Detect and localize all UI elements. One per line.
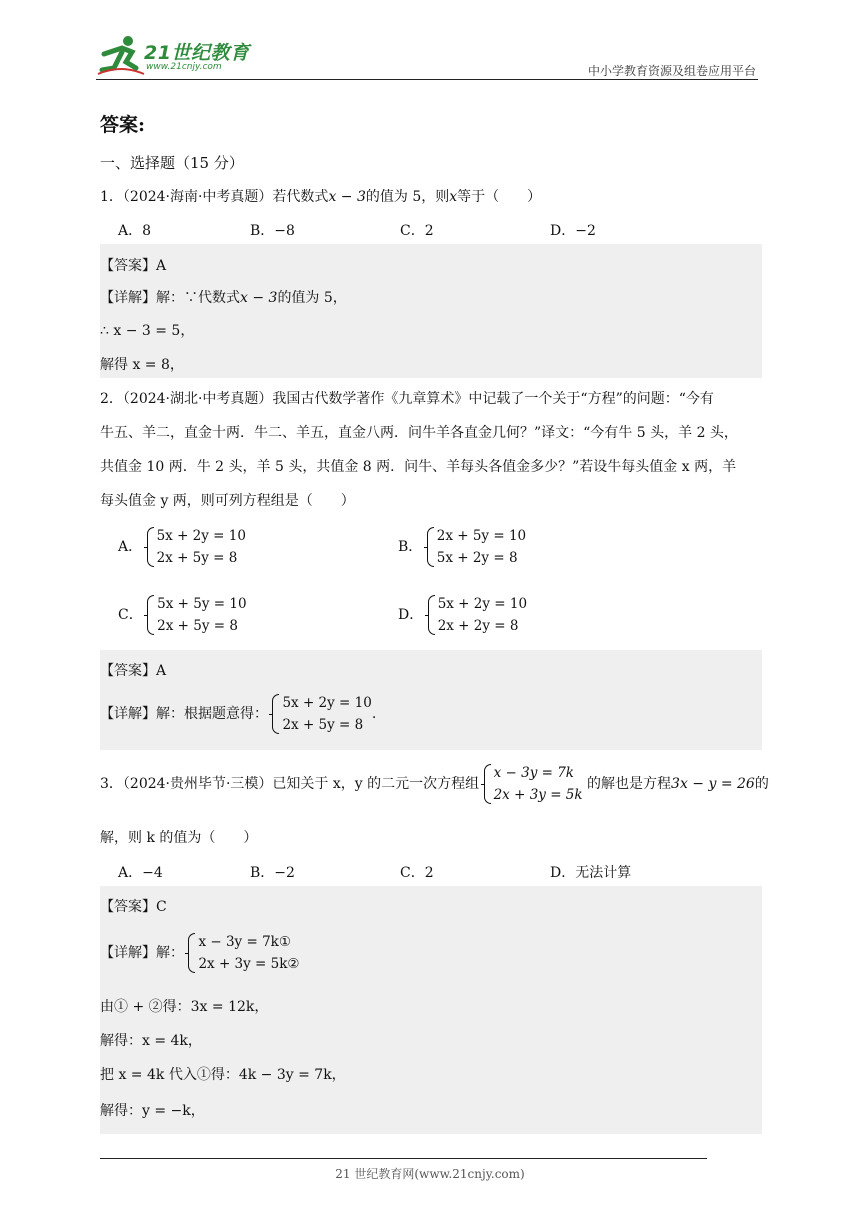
equation: x − 3y = 7k①: [198, 934, 291, 950]
q2-option-d-system: [428, 593, 527, 637]
equation: x − 3y = 7k: [493, 765, 574, 781]
q1-stem-mid: 的值为 5，则: [365, 189, 450, 205]
footer-divider: [100, 1158, 707, 1159]
question-1-stem: [100, 186, 541, 206]
q3-stem-mid: 的解也是方程: [587, 776, 672, 792]
q2-option-b-system: [427, 525, 526, 569]
q3-stem-post: 的: [754, 776, 769, 792]
q2-option-c-label: C．: [118, 607, 143, 623]
q3-stem: [100, 762, 769, 806]
q3-step-2: 解得：x = 4k，: [100, 1033, 202, 1049]
q2-answer-box: [100, 650, 762, 750]
q1-option-b: B．−8: [250, 223, 295, 239]
q1-detail-1: [100, 287, 347, 307]
page-footer: 21 世纪教育网(www.21cnjy.com): [335, 1167, 525, 1181]
runner-logo-icon: [96, 34, 146, 78]
page-title: 答案:: [100, 114, 146, 136]
q2-answer: 【答案】A: [100, 663, 167, 679]
q2-option-a-label: A．: [118, 539, 143, 555]
q2-option-c-system: [147, 593, 246, 637]
q3-answer-box: [100, 886, 762, 1134]
q2-option-a: [118, 525, 246, 569]
equation: 5x + 2y = 10: [437, 596, 528, 612]
q3-option-c: C．2: [400, 865, 434, 881]
q1-option-c: C．2: [400, 223, 434, 239]
q1-detail-3: 解得 x = 8，: [100, 357, 184, 373]
page-header: [0, 0, 860, 80]
q1-stem-pre: 1．（2024·海南·中考真题）若代数式: [100, 189, 329, 205]
q1-detail-1-pre: 【详解】解：∵代数式: [100, 290, 240, 306]
logo-site: www.21cnjy.com: [146, 62, 222, 72]
site-logo: [96, 34, 266, 78]
q3-line-2: 解，则 k 的值为（ ）: [100, 830, 258, 846]
equation: 5x + 5y = 10: [157, 596, 247, 612]
q3-detail: [100, 931, 300, 975]
equation: 2x + 3y = 5k: [493, 787, 583, 803]
q3-step-4: 解得：y = −k，: [100, 1103, 205, 1119]
logo-name: 21世纪教育: [144, 42, 250, 64]
equation: 5x + 2y = 8: [436, 550, 518, 566]
q1-detail-1-post: 的值为 5，: [277, 290, 347, 306]
q2-option-b: [398, 525, 526, 569]
q2-line-3: 共值金 10 两．牛 2 头，羊 5 头，共值金 8 两．问牛、羊每头各值金多少？”若设牛每头值金 x 两，羊: [100, 459, 737, 475]
q2-detail: [100, 692, 376, 736]
q3-answer: 【答案】C: [100, 899, 167, 915]
equation: 5x + 2y = 10: [282, 695, 372, 711]
q2-option-d: [398, 593, 527, 637]
equation: 2x + 5y = 8: [282, 717, 364, 733]
q1-stem-post: 等于（ ）: [457, 189, 542, 205]
equation: 2x + 3y = 5k②: [198, 956, 300, 972]
q3-option-d: D．无法计算: [550, 865, 632, 881]
equation: 5x + 2y = 10: [156, 528, 246, 544]
q3-stem-pre: 3．（2024·贵州毕节·三模）已知关于 x，y 的二元一次方程组: [100, 776, 480, 792]
q2-option-c: [118, 593, 247, 637]
q1-option-d: D．−2: [550, 223, 596, 239]
equation: 2x + 5y = 8: [157, 618, 238, 634]
q3-option-b: B．−2: [250, 865, 295, 881]
q2-detail-post: .: [371, 706, 377, 722]
q1-answer-box: [100, 244, 762, 378]
equation: 2x + 5y = 10: [436, 528, 527, 544]
q3-stem-eq: 3x − y = 26: [671, 776, 755, 792]
q2-option-b-label: B．: [398, 539, 423, 555]
q1-detail-1-expr: x − 3: [240, 290, 278, 306]
equation: 2x + 2y = 8: [437, 618, 519, 634]
q3-option-a: A．−4: [118, 865, 163, 881]
q2-line-4: 每头值金 y 两，则可列方程组是（ ）: [100, 493, 355, 509]
q3-detail-system: [188, 931, 299, 975]
q1-detail-2: ∴ x − 3 = 5，: [100, 323, 195, 339]
q2-option-a-system: [147, 525, 246, 569]
platform-name: 中小学教育资源及组卷应用平台: [587, 64, 756, 78]
q1-option-a: A．8: [118, 223, 152, 239]
equation: 2x + 5y = 8: [156, 550, 238, 566]
q3-step-3: 把 x = 4k 代入①得：4k − 3y = 7k，: [100, 1067, 346, 1083]
q3-detail-pre: 【详解】解：: [100, 945, 184, 961]
q1-stem-var: x: [449, 189, 458, 205]
q2-detail-system: [272, 692, 371, 736]
q1-stem-expr: x − 3: [328, 189, 366, 205]
section-heading: 一、选择题（15 分）: [100, 154, 244, 172]
q3-stem-system: [484, 762, 583, 806]
q2-line-1: 2．（2024·湖北·中考真题）我国古代数学著作《九章算术》中记载了一个关于“方程”的问题：“今有: [100, 391, 714, 407]
q2-line-2: 牛五、羊二，直金十两．牛二、羊五，直金八两．问牛羊各直金几何？”译文：“今有牛 5 头，羊 2 头，: [100, 425, 738, 441]
q1-answer: 【答案】A: [100, 258, 167, 274]
header-divider: [96, 79, 758, 80]
q2-detail-pre: 【详解】解：根据题意得：: [100, 706, 268, 722]
q2-option-d-label: D．: [398, 607, 424, 623]
q3-step-1: 由① + ②得：3x = 12k，: [100, 999, 269, 1015]
